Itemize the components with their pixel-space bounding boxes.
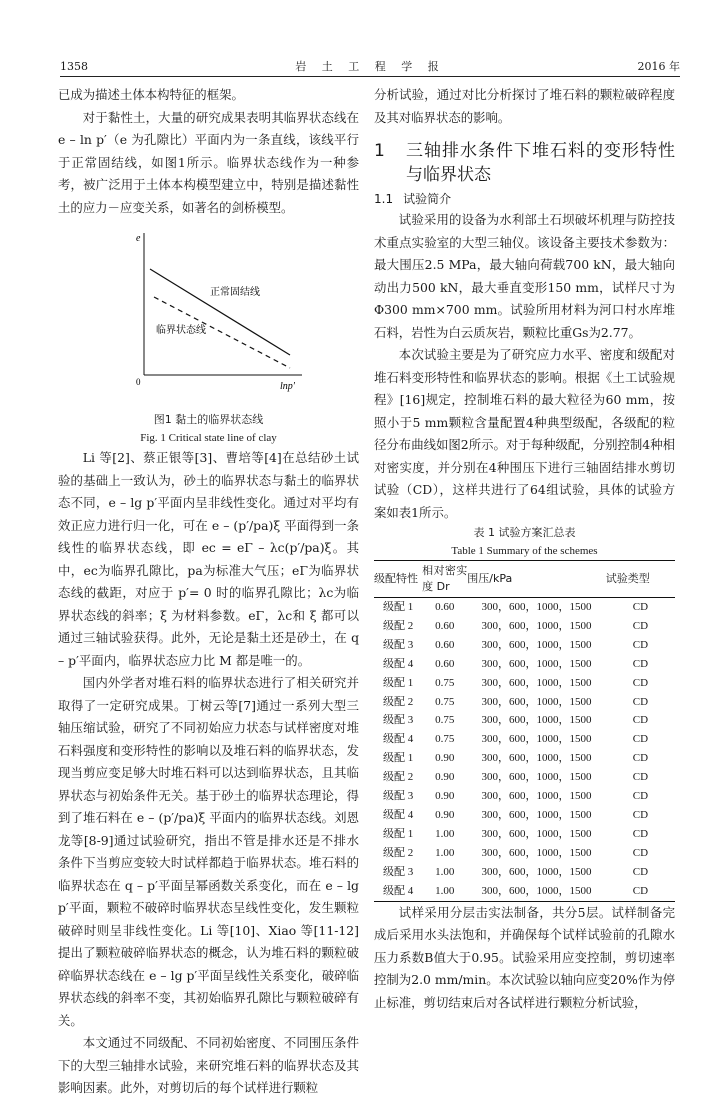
- table-row: [374, 749, 675, 768]
- table-cell: 级配 4: [374, 882, 422, 901]
- table-cell: 级配 2: [382, 619, 414, 632]
- right-column: [374, 84, 675, 1014]
- table-cell: 300，600，1000，1500: [481, 714, 592, 727]
- table-cell: CD: [632, 657, 649, 670]
- table-cell: 级配 1: [382, 601, 414, 613]
- paragraph-sample-prep: 试样采用分层击实法制备，共分5层。试样制备完成后采用水头法饱和，并确保每个试样试验前的孔隙水压力系数B值大于0.95。试验采用应变控制，剪切速率控制为2.0 mm/min。本次试验以轴向应变20%作为停止标准，剪切结束后对各试样进行颗粒分析试验，: [374, 904, 675, 1010]
- table-cell: 300，600，1000，1500: [481, 846, 592, 859]
- table-cell: 300，600，1000，1500: [481, 733, 592, 746]
- table-cell: 300，600，1000，1500: [481, 771, 592, 784]
- table-cell: 级配 4: [382, 733, 414, 746]
- table-cell: CD: [632, 619, 649, 632]
- journal-name: 岩 土 工 程 学 报: [295, 60, 445, 73]
- table-cell: 300，600，1000，1500: [467, 882, 605, 901]
- table-cell: 0.90: [435, 752, 455, 765]
- paragraph-scheme: 本次试验主要是为了研究应力水平、密度和级配对堆石料变形特性和临界状态的影响。根据《土工试验规程》[16]规定，控制堆石料的最大粒径为60 mm，按照小于5 mm颗粒含量配置4种典型级配，各级配的粒径分布曲线如图2所示。对于每种级配，分别控制4种相对密实度，并分别在4种围压下进行三轴固结排水剪切试验（CD），这样共进行了64组试验，具体的试验方案如表1所示。: [374, 347, 675, 520]
- table-cell: 300，600，1000，1500: [481, 657, 592, 670]
- section-1-1-heading: [374, 189, 675, 209]
- table-cell: 0.75: [435, 676, 455, 689]
- table-cell: 300，600，1000，1500: [481, 790, 592, 803]
- table-cell: 0.75: [435, 695, 455, 708]
- table-cell: 级配 2: [382, 695, 414, 708]
- table-row: [374, 730, 675, 749]
- table-cell: 0.75: [435, 733, 455, 746]
- table-header-confining-pressure: 围压/kPa: [467, 561, 605, 598]
- table-cell: 级配 3: [382, 790, 414, 803]
- left-column: [58, 84, 359, 1100]
- table-row: [374, 825, 675, 844]
- table-cell: CD: [632, 771, 649, 784]
- table-cell: CD: [632, 714, 649, 727]
- table-1-caption-en: Table 1 Summary of the schemes: [451, 545, 598, 557]
- table-cell: 1.00: [435, 865, 455, 878]
- table-cell: CD: [606, 882, 675, 901]
- table-cell: 级配 3: [382, 638, 414, 651]
- figure-1-plot: [58, 225, 359, 411]
- table-row: [374, 882, 675, 901]
- table-cell: CD: [632, 846, 649, 859]
- table-cell: 300，600，1000，1500: [481, 638, 592, 651]
- table-cell: CD: [632, 790, 649, 803]
- table-row: [374, 636, 675, 655]
- table-cell: 300，600，1000，1500: [481, 695, 592, 708]
- section-1-1-number: 1.1: [374, 192, 394, 206]
- paragraph-rockfill: 国内外学者对堆石料的临界状态进行了相关研究并取得了一定研究成果。丁树云等[7]通过一系列大型三轴压缩试验，研究了不同初始应力状态与试样密度对堆石料强度和变形特性的影响以及堆石料的临界状态，发现当剪应变足够大时堆石料可以达到临界状态，且其临界状态与初始条件无关。基于砂土的临界状态理论，得到了堆石料在 e – (p′/pa)ξ 平面内的临界状态线。刘恩龙等[8-9]通过试验研究，指出不管是排水还是不排水条件下当剪应变较大时试样都趋于临界状态。堆石料的临界状态在 q – p′平面呈幂函数关系变化，而在 e – lg p′平面，颗粒不破碎时临界状态呈线性变化，发生颗粒破碎时则呈非线性变化。Li 等[10]、Xiao 等[11-12]提出了颗粒破碎临界状态的概念，认为堆石料的颗粒破碎临界状态线在 e – lg p′平面呈线性关系变化，破碎临界状态线的斜率不变，其初始临界孔隙比与颗粒破碎有关。: [58, 675, 359, 1028]
- table-cell: 0.90: [435, 790, 455, 803]
- table-cell: 0.60: [435, 657, 455, 670]
- table-cell: 级配 2: [382, 771, 414, 784]
- table-1: [374, 560, 675, 902]
- table-header-density: 相对密实度 Dr: [422, 561, 467, 598]
- table-cell: 1.00: [435, 846, 455, 859]
- section-1-1-title: 试验简介: [403, 192, 452, 206]
- table-cell: 0.90: [435, 808, 455, 821]
- section-1-number: 1: [374, 141, 385, 161]
- table-cell: 0.60: [435, 601, 455, 613]
- table-row: [374, 674, 675, 693]
- section-1-title: 三轴排水条件下堆石料的变形特性与临界状态: [406, 141, 675, 185]
- table-cell: 300，600，1000，1500: [481, 676, 592, 689]
- table-cell: 300，600，1000，1500: [481, 827, 592, 840]
- table-1-body: [374, 598, 675, 902]
- table-cell: 300，600，1000，1500: [481, 808, 592, 821]
- x-axis-label: lnp′: [280, 381, 295, 392]
- table-cell: CD: [632, 733, 649, 746]
- page-header: [60, 58, 680, 77]
- table-cell: 300，600，1000，1500: [481, 865, 592, 878]
- figure-1-caption-en: Fig. 1 Critical state line of clay: [140, 432, 277, 444]
- table-row: [374, 806, 675, 825]
- table-row: [374, 768, 675, 787]
- table-cell: 300，600，1000，1500: [481, 619, 592, 632]
- table-row: [374, 655, 675, 674]
- paragraph-intro-end: 已成为描述土体本构特征的框架。: [58, 87, 244, 102]
- table-cell: 1.00: [435, 827, 455, 840]
- paragraph-sand: Li 等[2]、蔡正银等[3]、曹培等[4]在总结砂土试验的基础上一致认为，砂土的临界状态与黏土的临界状态不同，e – lg p′平面内呈非线性变化。通过对平均有效正应力进行归一化，可在 e – (p′/pa)ξ 平面得到一条线性的临界状态线，即 ec = eΓ – λc(p′/pa)ξ。其中，ec为临界孔隙比，pa为标准大气压；eΓ为临界状态线的截距，对应于 p′= 0 时的临界孔隙比；λc为临界状态线的斜率；ξ 为材料参数。eΓ，λc和 ξ 都可以通过三轴试验获得。此外，无论是黏土还是砂土，在 q – p′平面内，临界状态应力比 M 都是唯一的。: [58, 450, 359, 668]
- table-cell: 300，600，1000，1500: [481, 752, 592, 765]
- paragraph-equipment: 试验采用的设备为水利部土石坝破坏机理与防控技术重点实验室的大型三轴仪。该设备主要技术参数为：最大围压2.5 MPa，最大轴向荷载700 kN，最大轴向动出力500 kN，最大垂直变形150 mm，试样尺寸为Φ300 mm×700 mm。试验所用材料为河口村水库堆石料，岩性为白云质灰岩，颗粒比重Gs为2.77。: [374, 212, 675, 340]
- normal-consolidation-line: [150, 269, 290, 355]
- table-row: [374, 598, 675, 617]
- table-cell: 级配 4: [382, 657, 414, 670]
- table-cell: 级配 4: [382, 808, 414, 821]
- table-cell: 0.60: [435, 619, 455, 632]
- table-cell: CD: [632, 676, 649, 689]
- table-cell: CD: [632, 695, 649, 708]
- table-row: [374, 844, 675, 863]
- table-cell: CD: [632, 808, 649, 821]
- table-row: [374, 617, 675, 636]
- csl-label: 临界状态线: [156, 325, 206, 336]
- table-cell: 级配 1: [382, 752, 414, 765]
- paragraph-clay: 对于黏性土，大量的研究成果表明其临界状态线在 e – ln p′（e 为孔隙比）平面内为一条直线，该线平行于正常固结线，如图1所示。临界状态线作为一种参考，被广泛用于土体本构模型建立中，特别是描述黏性土的应力－应变关系，如著名的剑桥模型。: [58, 109, 359, 215]
- table-cell: 0.75: [435, 714, 455, 727]
- table-cell: 级配 1: [382, 827, 414, 840]
- table-cell: 0.60: [435, 638, 455, 651]
- section-1-heading: [374, 139, 675, 187]
- table-cell: 1.00: [422, 882, 467, 901]
- table-cell: CD: [632, 752, 649, 765]
- table-cell: CD: [632, 638, 649, 651]
- table-header-test-type: 试验类型: [606, 561, 675, 598]
- figure-1: [58, 225, 359, 411]
- paragraph-this-study: 本文通过不同级配、不同初始密度、不同围压条件下的大型三轴排水试验，来研究堆石料的临界状态及其影响因素。此外，对剪切后的每个试样进行颗粒: [58, 1035, 359, 1095]
- table-row: [374, 863, 675, 882]
- table-cell: 300，600，1000，1500: [481, 601, 592, 613]
- table-cell: 级配 3: [382, 714, 414, 727]
- table-cell: 级配 2: [382, 846, 414, 859]
- table-cell: CD: [632, 601, 649, 613]
- table-row: [374, 711, 675, 730]
- y-axis-label: e: [136, 233, 141, 244]
- origin-label: 0: [136, 377, 141, 387]
- table-row: [374, 787, 675, 806]
- table-cell: 级配 1: [382, 676, 414, 689]
- table-cell: CD: [632, 865, 649, 878]
- paragraph-continued: 分析试验，通过对比分析探讨了堆石料的颗粒破碎程度及其对临界状态的影响。: [374, 87, 675, 125]
- publication-year: 2016 年: [637, 60, 680, 73]
- table-cell: 0.90: [435, 771, 455, 784]
- table-header-gradation: 级配特性: [374, 561, 422, 598]
- table-cell: CD: [632, 827, 649, 840]
- table-1-caption-cn: 表 1 试验方案汇总表: [473, 526, 576, 539]
- table-cell: 级配 3: [382, 865, 414, 878]
- page-number: 1358: [60, 60, 88, 73]
- table-row: [374, 693, 675, 712]
- ncl-label: 正常固结线: [210, 287, 260, 298]
- figure-1-caption-cn: 图1 黏土的临界状态线: [153, 413, 264, 426]
